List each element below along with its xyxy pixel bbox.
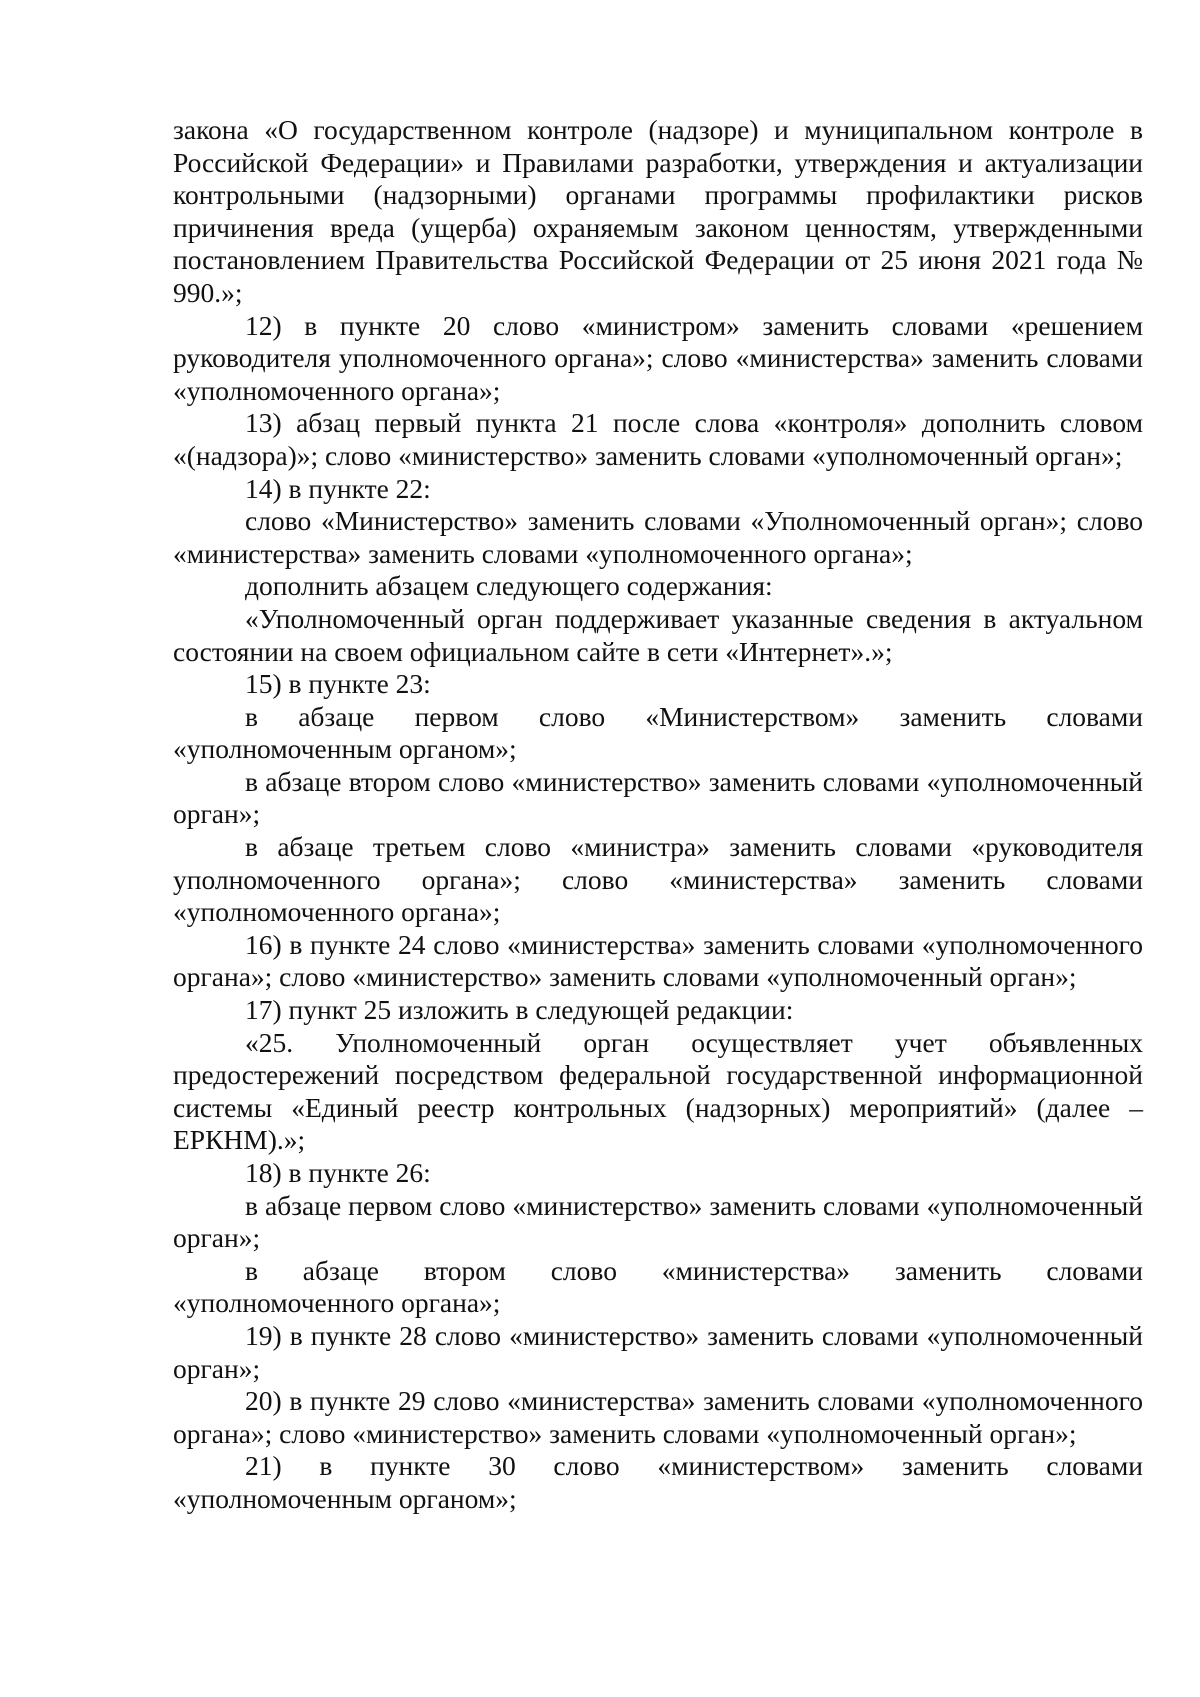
paragraph-item-15-b: в абзаце втором слово «министерство» заменить словами «уполномоченный орган»; xyxy=(173,765,1143,830)
paragraph-item-14-c: «Уполномоченный орган поддерживает указанные сведения в актуальном состоянии на своем официальном сайте в сети «Интернет».»; xyxy=(173,602,1143,667)
paragraph-item-19: 19) в пункте 28 слово «министерство» заменить словами «уполномоченный орган»; xyxy=(173,1319,1143,1384)
paragraph-item-14-b: дополнить абзацем следующего содержания: xyxy=(245,570,773,602)
paragraph-item-18-b: в абзаце втором слово «министерства» заменить словами «уполномоченного органа»; xyxy=(173,1254,1143,1319)
paragraph-item-18: 18) в пункте 26: xyxy=(245,1157,431,1188)
paragraph-item-14-a: слово «Министерство» заменить словами «Уполномоченный орган»; слово «министерства» заменить словами «уполномоченного органа»; xyxy=(173,505,1143,569)
paragraph-item-18-a: в абзаце первом слово «министерство» заменить словами «уполномоченный орган»; xyxy=(173,1189,1143,1254)
paragraph-item-15: 15) в пункте 23: xyxy=(245,668,431,700)
paragraph-item-15-c: в абзаце третьем слово «министра» заменить словами «руководителя уполномоченного органа»; слово «министерства» заменить словами «уполномоченного органа»; xyxy=(173,831,1143,928)
document-page xyxy=(173,114,1143,1516)
paragraph-continuation: закона «О государственном контроле (надзоре) и муниципальном контроле в Российской Федерации» и Правилами разработки, утверждения и актуализации контрольными (надзорными) органами программы профилактики рисков причинения вреда (ущерба) охраняемым законом ценностям, утвержденными постановлением Правительства Российской Федерации от 25 июня 2021 года № 990.»; xyxy=(173,114,1143,308)
paragraph-item-17-a: «25. Уполномоченный орган осуществляет учет объявленных предостережений посредством федеральной государственной информационной системы «Единый реестр контрольных (надзорных) мероприятий» (далее – ЕРКНМ).»; xyxy=(173,1026,1143,1156)
paragraph-item-20: 20) в пункте 29 слово «министерства» заменить словами «уполномоченного органа»; слово «министерство» заменить словами «уполномоченный орган»; xyxy=(173,1385,1143,1449)
paragraph-item-16: 16) в пункте 24 слово «министерства» заменить словами «уполномоченного органа»; слово «министерство» заменить словами «уполномоченный орган»; xyxy=(173,928,1143,993)
paragraph-item-12: 12) в пункте 20 слово «министром» заменить словами «решением руководителя уполномоченного органа»; слово «министерства» заменить словами «уполномоченного органа»; xyxy=(173,309,1143,406)
paragraph-item-14: 14) в пункте 22: xyxy=(245,472,431,504)
paragraph-item-15-a: в абзаце первом слово «Министерством» заменить словами «уполномоченным органом»; xyxy=(173,700,1143,765)
paragraph-item-21: 21) в пункте 30 слово «министерством» заменить словами «уполномоченным органом»; xyxy=(173,1450,1143,1514)
paragraph-item-17: 17) пункт 25 изложить в следующей редакции: xyxy=(245,994,794,1026)
paragraph-item-13: 13) абзац первый пункта 21 после слова «контроля» дополнить словом «(надзора)»; слово «министерство» заменить словами «уполномоченный орган»; xyxy=(173,407,1143,471)
